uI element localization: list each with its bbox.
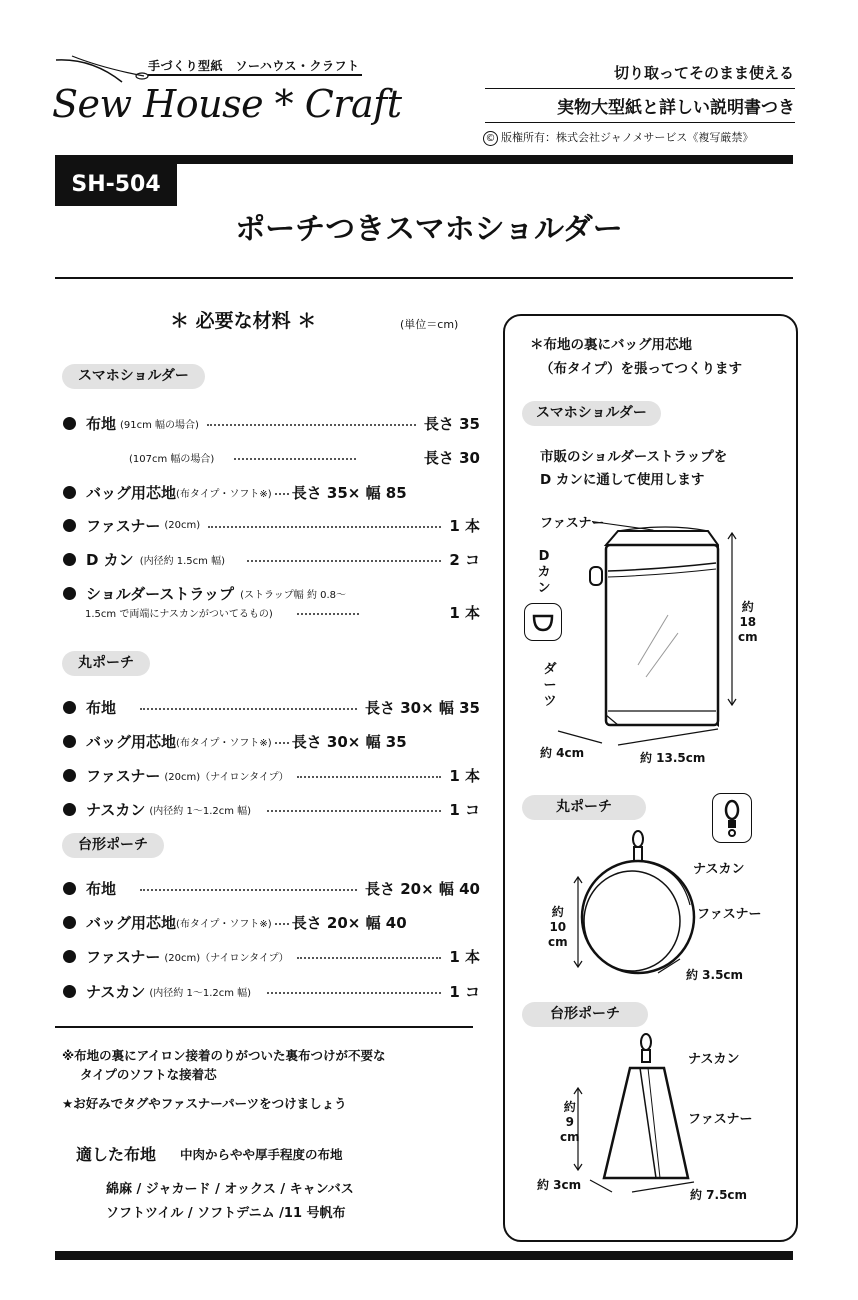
material-row (63, 980, 480, 1002)
material-value: 長さ 20× 幅 40 (291, 913, 407, 932)
product-title: ポーチつきスマホショルダー (235, 212, 623, 247)
shoulder-height-label: 約 18 cm (738, 600, 758, 644)
bullet-icon (63, 553, 76, 566)
material-note: (内径約 1〜1.2cm 幅) (149, 987, 252, 999)
material-value: 1 コ (449, 982, 480, 1001)
material-label: 布地 (86, 414, 117, 433)
material-note: (91cm 幅の場合) (120, 419, 199, 431)
product-code: SH-504 (55, 164, 177, 206)
trapezoid-zipper-label: ファスナー (688, 1112, 753, 1127)
dring-detail-frame (524, 603, 562, 641)
material-value: 1 コ (449, 800, 480, 819)
shoulder-depth-label: 約 4cm (540, 746, 585, 760)
round-depth-label: 約 3.5cm (686, 968, 744, 982)
shoulder-desc-2: D カンに通して使用します (540, 472, 705, 488)
fabric-list-1: 綿麻 / ジャカード / オックス / キャンバス (106, 1182, 354, 1197)
footnote-optional: ★お好みでタグやファスナーパーツをつけましょう (62, 1096, 347, 1111)
material-row (63, 877, 480, 899)
darts-label: ダ ー ツ (543, 662, 557, 709)
bullet-icon (63, 735, 76, 748)
material-note: 1.5cm で両端にナスカンがついてるもの) (85, 608, 273, 620)
material-row (63, 412, 480, 434)
material-label: バッグ用芯地 (86, 483, 177, 502)
title-divider (55, 277, 793, 279)
material-label: D カン (86, 550, 134, 569)
material-row (63, 548, 480, 570)
panel-label-trapezoid: 台形ポーチ (522, 1002, 648, 1027)
bullet-icon (63, 803, 76, 816)
brand-logo: Sew House * Craft (52, 82, 402, 126)
material-note: (内径約 1〜1.2cm 幅) (149, 805, 252, 817)
material-note: (20cm)（ナイロンタイプ） (164, 771, 289, 783)
material-label: ファスナー (86, 947, 161, 966)
material-row (63, 514, 480, 536)
fabric-list-2: ソフトツイル / ソフトデニム /11 号帆布 (106, 1206, 346, 1221)
notes-divider (55, 1026, 473, 1028)
material-note: (布タイプ・ソフト※) (176, 918, 272, 930)
shoulder-zipper-label: ファスナー (540, 516, 605, 531)
material-row (63, 764, 480, 786)
bullet-icon (63, 950, 76, 963)
material-value: 2 コ (449, 550, 480, 569)
material-value: 長さ 30× 幅 35 (365, 698, 480, 717)
material-note: (布タイプ・ソフト※) (176, 737, 272, 749)
bullet-icon (63, 882, 76, 895)
section-label-shoulder: スマホショルダー (62, 364, 205, 389)
panel-note-2: （布タイプ）を張ってつくります (540, 361, 742, 377)
round-hook-label: ナスカン (693, 862, 745, 877)
material-value: 長さ 35 (423, 414, 480, 433)
material-row (63, 911, 480, 933)
material-value: 長さ 35× 幅 85 (291, 483, 407, 502)
material-label: ファスナー (86, 516, 161, 535)
bullet-icon (63, 519, 76, 532)
panel-note-1: ＊布地の裏にバッグ用芯地 (530, 337, 692, 353)
bullet-icon (63, 985, 76, 998)
material-row (63, 481, 480, 503)
trapezoid-width-label: 約 7.5cm (690, 1188, 748, 1202)
material-value: 1 本 (449, 516, 480, 535)
footer-band (55, 1251, 793, 1260)
materials-unit: (単位＝cm) (400, 318, 459, 331)
brand-tagline: 手づくり型紙 ソーハウス・クラフト (148, 59, 360, 73)
material-note: (布タイプ・ソフト※) (176, 488, 272, 500)
material-value: 1 本 (449, 947, 480, 966)
trapezoid-hook-label: ナスカン (688, 1052, 740, 1067)
material-note: (内径約 1.5cm 幅) (139, 555, 225, 567)
panel-label-shoulder: スマホショルダー (522, 401, 661, 426)
material-row (63, 730, 480, 752)
material-label: ナスカン (86, 800, 146, 819)
round-zipper-label: ファスナー (697, 907, 762, 922)
bullet-icon (63, 486, 76, 499)
material-row (63, 696, 480, 718)
material-label: ナスカン (86, 982, 146, 1001)
material-row (63, 446, 480, 468)
copyright-icon: © (483, 131, 498, 146)
material-note: (20cm) (164, 519, 201, 531)
material-note: (20cm)（ナイロンタイプ） (164, 952, 289, 964)
material-label: バッグ用芯地 (86, 732, 177, 751)
dring-icon (525, 604, 561, 640)
material-note: (ストラップ幅 約 0.8〜 (240, 589, 347, 601)
fabric-subheading: 中肉からやや厚手程度の布地 (180, 1147, 343, 1162)
shoulder-width-label: 約 13.5cm (640, 751, 706, 765)
round-height-label: 約 10 cm (548, 905, 568, 949)
material-value: 長さ 20× 幅 40 (365, 879, 480, 898)
footnote-interfacing: ※布地の裏にアイロン接着のりがついた裏布つけが不要な (62, 1048, 386, 1063)
material-label: 布地 (86, 879, 117, 898)
bullet-icon (63, 701, 76, 714)
brand-tagline-underline (148, 74, 362, 76)
material-row-cont (85, 601, 480, 623)
shoulder-desc-1: 市販のショルダーストラップを (540, 449, 728, 465)
dring-label: D カ ン (537, 549, 551, 596)
material-note: (107cm 幅の場合) (129, 453, 215, 465)
material-label: ショルダーストラップ (86, 584, 235, 603)
panel-label-round: 丸ポーチ (522, 795, 646, 820)
footnote-interfacing-cont: タイプのソフトな接着芯 (80, 1067, 217, 1082)
material-value: 長さ 30× 幅 35 (291, 732, 407, 751)
header-promo-line1: 切り取ってそのまま使える (613, 64, 794, 82)
material-value: 1 本 (449, 603, 480, 622)
section-label-trapezoid-pouch: 台形ポーチ (62, 833, 164, 858)
material-label: 布地 (86, 698, 117, 717)
trapezoid-depth-label: 約 3cm (537, 1178, 582, 1192)
bullet-icon (63, 417, 76, 430)
material-label: バッグ用芯地 (86, 913, 177, 932)
trapezoid-height-label: 約 9 cm (560, 1100, 580, 1144)
material-value: 1 本 (449, 766, 480, 785)
header-band (55, 155, 793, 164)
copyright-text: 版権所有：株式会社ジャノメサービス《複写厳禁》 (501, 131, 754, 144)
bullet-icon (63, 587, 76, 600)
material-row (63, 945, 480, 967)
header-promo-line2: 実物大型紙と詳しい説明書つき (485, 88, 795, 123)
material-label: ファスナー (86, 766, 161, 785)
fabric-heading: 適した布地 (76, 1145, 157, 1164)
materials-heading: ＊ 必要な材料 ＊ (170, 310, 317, 332)
bullet-icon (63, 769, 76, 782)
material-row (63, 798, 480, 820)
section-label-round-pouch: 丸ポーチ (62, 651, 150, 676)
copyright-notice (483, 129, 753, 146)
material-value: 長さ 30 (423, 448, 480, 467)
bullet-icon (63, 916, 76, 929)
